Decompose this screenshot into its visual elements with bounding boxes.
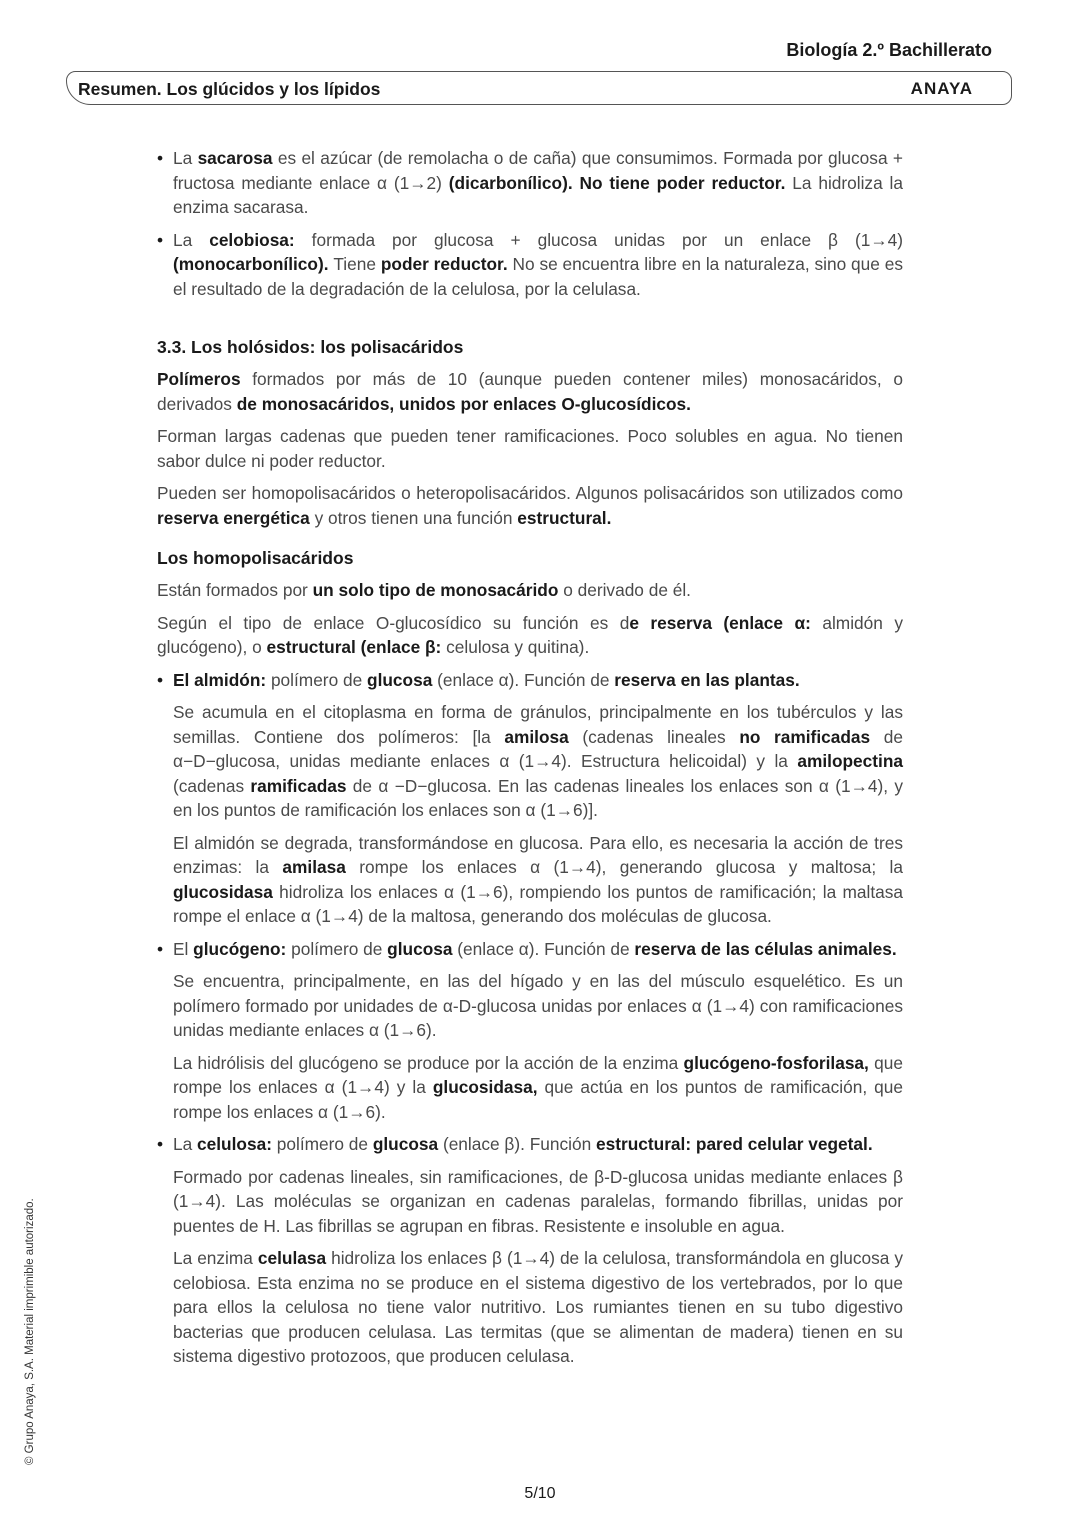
document-title: Resumen. Los glúcidos y los lípidos [78,79,381,99]
paragraph-celulosa-2: La enzima celulasa hidroliza los enlaces β (1→4) de la celulosa, transformándola en glucosa y celobiosa. Esta enzima no se produce en el sistema digestivo de los vertebrados, por lo que para ellos la celulosa no tiene valor nutritivo. Los rumiantes tienen en su tubo digestivo bacterias que producen celulasa. Las termitas (que se alimentan de madera) tienen en su sistema digestivo protozoos, que producen celulasa. [173,1248,903,1366]
bullet-almidon: • El almidón: polímero de glucosa (enlace α). Función de reserva en las plantas. [157,668,903,693]
paragraph-glucogeno-1: Se encuentra, principalmente, en las del hígado y en las del músculo esquelético. Es un polímero formado por unidades de α-D-glucosa unidas por enlaces α (1→4) con ramificaciones unidas mediante enlaces α (1→6). [173,971,903,1040]
section-title: 3.3. Los holósidos: los polisacáridos [157,337,464,357]
paragraph-almidon-1: Se acumula en el citoplasma en forma de gránulos, principalmente en los tubérculos y las semillas. Contiene dos polímeros: [la amilosa (cadenas lineales no ramificadas de α−D−glucosa, unidas mediante enlaces α (1→4). Estructura helicoidal) y la amilopectina (cadenas ramificadas de α −D−glucosa. En las cadenas lineales los enlaces son α (1→4), y en los puntos de ramificación los enlaces son α (1→6)]. [173,702,903,820]
paragraph-celulosa-1: Formado por cadenas lineales, sin ramificaciones, de β-D-glucosa unidas mediante enlaces β (1→4). Las moléculas se organizan en cadenas paralelas, formando fibrillas, unidas por puentes de H. Las fibrillas se agrupan en fibras. Resistente e insoluble en agua. [173,1166,903,1236]
copyright-note: © Grupo Anaya, S.A. Material imprimible autorizado. [24,1198,36,1465]
bullet-glucogeno: • El glucógeno: polímero de glucosa (enlace α). Función de reserva de las células animales. [157,937,903,962]
bullet-celobiosa: • La celobiosa: formada por glucosa + glucosa unidas por un enlace β (1→4) (monocarbonílico). Tiene poder reductor. No se encuentra libre en la naturaleza, sino que es el resultado de la degradación de la celulosa, por la celulasa. [157,228,903,302]
header-bar [66,71,1012,105]
paragraph-homo-2: Según el tipo de enlace O-glucosídico su función es de reserva (enlace α: almidón y glucógeno), o estructural (enlace β: celulosa y quitina). [157,612,903,657]
page-number: 5/10 [524,1485,556,1502]
paragraph-polimeros: Polímeros formados por más de 10 (aunque pueden contener miles) monosacáridos, o derivados de monosacáridos, unidos por enlaces O-glucosídicos. [157,369,903,414]
subsection-title: Los homopolisacáridos [157,548,354,568]
paragraph-tipos: Pueden ser homopolisacáridos o heteropolisacáridos. Algunos polisacáridos son utilizados como reserva energética y otros tienen una función estructural. [157,483,903,528]
paragraph-glucogeno-2: La hidrólisis del glucógeno se produce por la acción de la enzima glucógeno-fosforilasa, que rompe los enlaces α (1→4) y la glucosidasa, que actúa en los puntos de ramificación, que rompe los enlaces α (1→6). [173,1052,903,1122]
publisher-logo: ANAYA [910,79,973,98]
paragraph-homo-1: Están formados por un solo tipo de monosacárido o derivado de él. [157,580,691,600]
bullet-celulosa: • La celulosa: polímero de glucosa (enlace β). Función estructural: pared celular vegetal. [157,1132,903,1157]
paragraph-almidon-2: El almidón se degrada, transformándose en glucosa. Para ello, es necesaria la acción de tres enzimas: la amilasa rompe los enlaces α (1→4), generando glucosa y maltosa; la glucosidasa hidroliza los enlaces α (1→6), rompiendo los puntos de ramificación; la maltasa rompe el enlace α (1→4) de la maltosa, generando dos moléculas de glucosa. [173,832,903,926]
main-content [157,146,903,1377]
paragraph-cadenas: Forman largas cadenas que pueden tener ramificaciones. Poco solubles en agua. No tienen sabor dulce ni poder reductor. [157,426,903,471]
course-label: Biología 2.º Bachillerato [786,40,992,60]
bullet-sacarosa: • La sacarosa es el azúcar (de remolacha o de caña) que consumimos. Formada por glucosa + fructosa mediante enlace α (1→2) (dicarbonílico). No tiene poder reductor. La hidroliza la enzima sacarasa. [157,146,903,220]
